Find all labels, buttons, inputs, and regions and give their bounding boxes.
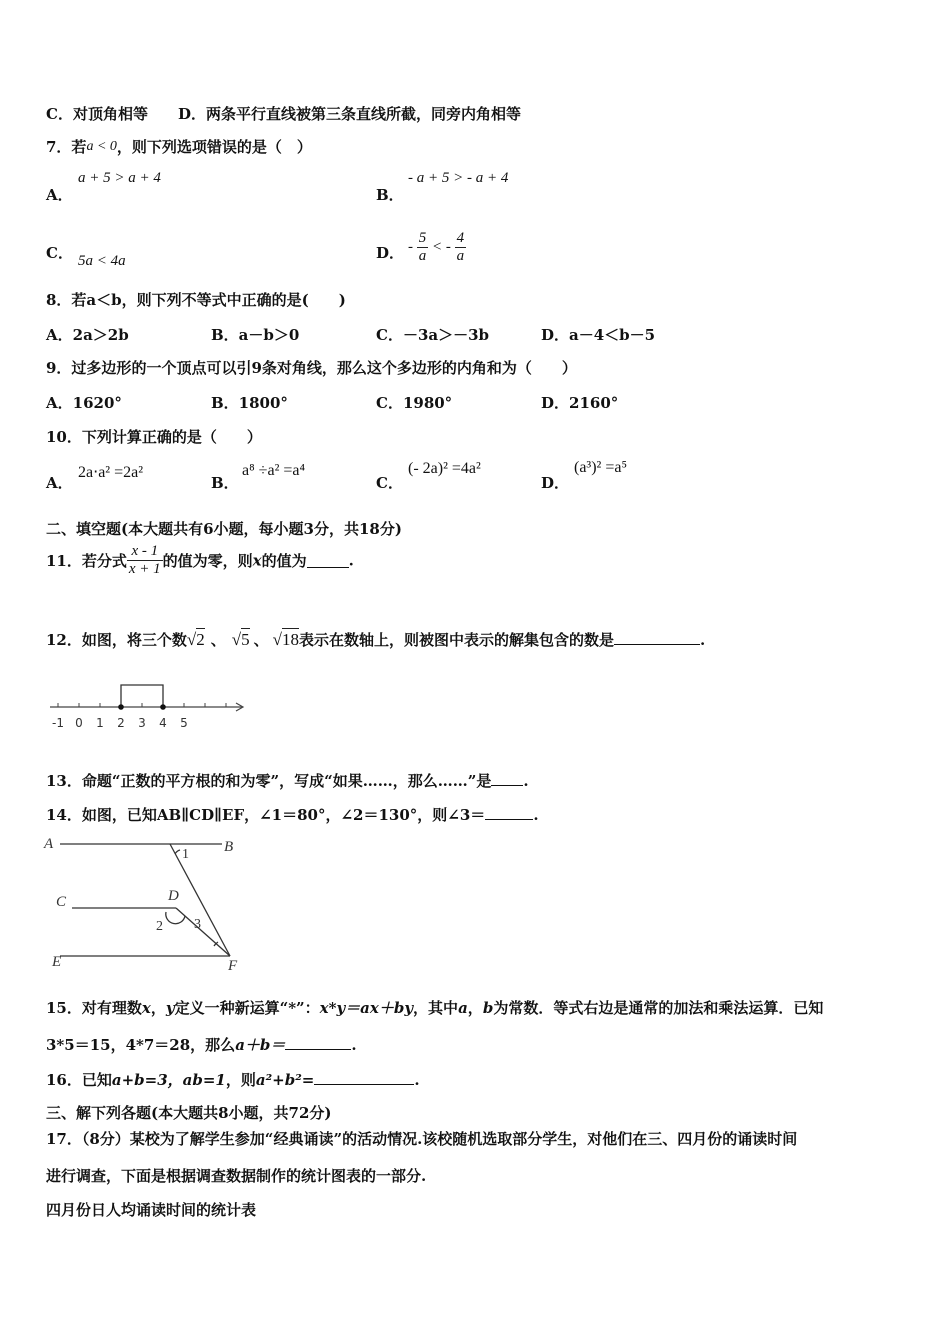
tick-label: 1 <box>96 716 104 730</box>
q13-text: 13．命题“正数的平方根的和为零”，写成“如果……，那么……”是 <box>46 772 492 790</box>
q13-answer-blank <box>491 771 523 786</box>
q11-post2: 的值为 <box>261 552 307 570</box>
q12-post: 表示在数轴上，则被图中表示的解集包含的数是 <box>298 631 614 649</box>
q10-expr-a: 2a⋅a² =2a² <box>78 464 144 481</box>
q6-option-d: D．两条平行直线被第三条直线所截，同旁内角相等 <box>178 105 522 123</box>
label-c: C <box>56 894 67 910</box>
q8-option-b: B．a－b＞0 <box>211 326 300 344</box>
q15-c: ，其中 <box>413 999 459 1017</box>
q8-stem: 8．若a＜b，则下列不等式中正确的是( ) <box>46 291 346 309</box>
q15-ab: a＋b＝ <box>235 1036 286 1054</box>
point-2 <box>118 704 124 710</box>
q12-radicand-1: 2 <box>196 630 205 649</box>
q12-pre: 12．如图，将三个数 <box>46 631 187 649</box>
q7-label-d: D． <box>376 244 405 262</box>
q10-expr-b: a⁸ ÷a² =a⁴ <box>242 462 306 479</box>
section-2-heading: 二、填空题(本大题共有6小题，每小题3分，共18分) <box>46 520 402 538</box>
q7-d-num2: 4 <box>456 230 465 246</box>
parallel-lines-figure <box>42 832 252 972</box>
q17-line1: 17．（8分）某校为了解学生参加“经典诵读”的活动情况.该校随机选取部分学生，对他们在三、四月份的诵读时间 <box>46 1130 798 1148</box>
q7-label-c: C． <box>46 244 73 262</box>
q7-d-frac1 <box>417 230 429 265</box>
angle-2-label: 2 <box>156 919 163 934</box>
q7-label-b: B． <box>376 186 404 204</box>
q7-d-mid: < - <box>432 239 451 255</box>
q7-expr-b: - a + 5 > - a + 4 <box>408 170 509 186</box>
tick-label: 5 <box>180 716 188 730</box>
q15-comma2: ， <box>467 999 483 1017</box>
q13 <box>46 770 529 791</box>
q15-y: y <box>165 999 175 1017</box>
q11-pre: 11．若分式 <box>46 552 127 570</box>
segment-df <box>176 908 230 956</box>
q7-condition: a < 0 <box>86 139 117 154</box>
label-f: F <box>228 958 238 972</box>
tick-label: 3 <box>138 716 146 730</box>
tick-label: 4 <box>159 716 167 730</box>
q15-line2-text: 3*5＝15，4*7＝28，那么 <box>46 1036 236 1054</box>
q9-option-c: C．1980° <box>376 394 453 412</box>
q9-option-a: A．1620° <box>46 394 122 412</box>
q8-option-c: C．－3a＞－3b <box>376 326 490 344</box>
q15-end: . <box>351 1036 357 1054</box>
label-d: D <box>168 888 179 904</box>
q15-d: 为常数．等式右边是通常的加法和乘法运算．已知 <box>493 999 824 1017</box>
q16-end: . <box>414 1071 420 1089</box>
q15-line2 <box>46 1034 357 1055</box>
q15-expr: x*y＝ax＋by <box>319 999 414 1017</box>
q7-label-a: A． <box>46 186 73 204</box>
label-e: E <box>52 954 62 970</box>
q12-answer-blank <box>614 630 700 645</box>
tick-label: 0 <box>75 716 83 730</box>
q12-radicand-2: 5 <box>241 630 250 649</box>
angle-1-label: 1 <box>182 847 189 862</box>
q12 <box>46 626 705 654</box>
q11-end: . <box>348 551 354 570</box>
q16-answer-blank <box>314 1070 414 1085</box>
q12-sep2: 、 <box>253 631 269 649</box>
q15-a-var: a <box>458 999 468 1017</box>
q11-num: x - 1 <box>127 543 163 561</box>
q10-label-c: C． <box>376 474 403 492</box>
q9-option-d: D．2160° <box>541 394 619 412</box>
q11 <box>46 543 354 578</box>
q15-b: 定义一种新运算“*”： <box>174 999 320 1017</box>
number-line-labels <box>52 716 188 730</box>
q11-den: x + 1 <box>128 561 161 577</box>
q10-expr-d: (a³)² =a⁵ <box>574 459 628 476</box>
q15-x: x <box>141 999 151 1017</box>
q11-var: x <box>252 551 262 570</box>
q10-label-d: D． <box>541 474 570 492</box>
angle-1-arc <box>175 850 180 854</box>
q14 <box>46 804 539 825</box>
q7-stem-b: ，则下列选项错误的是（ ） <box>116 138 312 156</box>
q7-stem <box>46 136 312 157</box>
segment-bf <box>170 844 230 956</box>
label-a: A <box>44 836 54 852</box>
q12-sqrt-2: √2 <box>186 630 205 649</box>
tick-label: -1 <box>52 716 64 730</box>
q9-option-b: B．1800° <box>211 394 288 412</box>
number-line-figure <box>46 682 256 732</box>
q17-table-title: 四月份日人均诵读时间的统计表 <box>46 1201 257 1219</box>
q16-pre: 16．已知 <box>46 1071 112 1089</box>
point-4 <box>160 704 166 710</box>
angle-3-label: 3 <box>194 917 201 932</box>
q12-sqrt-18: √18 <box>272 630 299 649</box>
q16 <box>46 1069 420 1090</box>
q14-answer-blank <box>485 805 533 820</box>
q13-end: . <box>523 772 529 790</box>
q16-expr: a²+b²= <box>255 1071 315 1089</box>
q15-line1 <box>46 997 823 1018</box>
q7-d-den2: a <box>456 248 465 264</box>
q7-d-frac2 <box>455 230 467 265</box>
q6-option-c: C．对顶角相等 <box>46 105 148 123</box>
q16-mid: ，则 <box>225 1071 256 1089</box>
q14-text: 14．如图，已知AB∥CD∥EF，∠1＝80°，∠2＝130°，则∠3＝ <box>46 806 486 824</box>
q7-expr-c: 5a < 4a <box>78 253 126 269</box>
q16-cond: a+b=3，ab=1 <box>111 1071 226 1089</box>
q8-option-a: A．2a＞2b <box>46 326 129 344</box>
q7-expr-a: a + 5 > a + 4 <box>78 170 161 186</box>
q7-expr-d <box>408 230 466 265</box>
q8-option-d: D．a－4＜b－5 <box>541 326 656 344</box>
q12-sep1: 、 <box>210 631 226 649</box>
q7-d-minus1: - <box>408 239 413 255</box>
q10-stem: 10．下列计算正确的是（ ） <box>46 428 262 446</box>
q11-fraction <box>127 543 163 578</box>
q10-label-a: A． <box>46 474 73 492</box>
q7-stem-a: 7．若 <box>46 138 87 156</box>
q14-end: . <box>533 806 539 824</box>
q15-comma: ， <box>150 999 166 1017</box>
section-3-heading: 三、解下列各题(本大题共8小题，共72分) <box>46 1104 332 1122</box>
q10-label-b: B． <box>211 474 239 492</box>
q12-sqrt-5: √5 <box>231 630 250 649</box>
q12-end: . <box>699 631 706 649</box>
q7-d-den1: a <box>418 248 427 264</box>
q10-expr-c: (- 2a)² =4a² <box>408 460 481 477</box>
q9-stem: 9．过多边形的一个顶点可以引9条对角线，那么这个多边形的内角和为（ ） <box>46 359 577 377</box>
q15-answer-blank <box>285 1035 351 1050</box>
label-b: B <box>224 839 234 855</box>
tick-label: 2 <box>117 716 125 730</box>
q15-b-var: b <box>482 999 494 1017</box>
q17-line2: 进行调查，下面是根据调查数据制作的统计图表的一部分. <box>46 1167 427 1185</box>
q11-post: 的值为零，则 <box>162 552 253 570</box>
q7-d-num1: 5 <box>418 230 427 246</box>
q15-a: 15．对有理数 <box>46 999 142 1017</box>
q12-radicand-3: 18 <box>281 630 299 649</box>
q11-answer-blank <box>307 553 349 568</box>
